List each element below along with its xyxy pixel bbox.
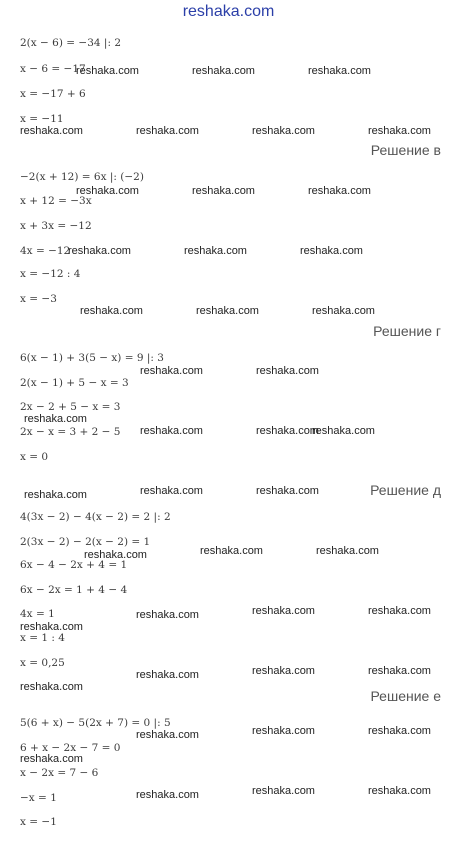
- equation-line: x = −1: [20, 816, 57, 828]
- equation-line: 2x − 2 + 5 − x = 3: [20, 401, 121, 413]
- equation-line: x = −17 + 6: [20, 88, 86, 100]
- watermark-text: reshaka.com: [136, 789, 199, 801]
- equation-line: 4(3x − 2) − 4(x − 2) = 2 |: 2: [20, 511, 171, 523]
- watermark-text: reshaka.com: [136, 729, 199, 741]
- watermark-text: reshaka.com: [140, 365, 203, 377]
- watermark-text: reshaka.com: [368, 665, 431, 677]
- equation-line: x − 2x = 7 − 6: [20, 767, 99, 779]
- watermark-text: reshaka.com: [200, 545, 263, 557]
- watermark-text: reshaka.com: [192, 185, 255, 197]
- equation-line: 4x = 1: [20, 608, 55, 620]
- watermark-text: reshaka.com: [76, 65, 139, 77]
- equation-line: 2(3x − 2) − 2(x − 2) = 1: [20, 536, 151, 548]
- equation-line: 5(6 + x) − 5(2x + 7) = 0 |: 5: [20, 717, 171, 729]
- watermark-text: reshaka.com: [316, 545, 379, 557]
- equation-line: x = 1 : 4: [20, 632, 65, 644]
- equation-line: −2(x + 12) = 6x |: (−2): [20, 171, 144, 183]
- watermark-text: reshaka.com: [312, 305, 375, 317]
- watermark-text: reshaka.com: [368, 125, 431, 137]
- watermark-text: reshaka.com: [252, 665, 315, 677]
- equation-line: 2(x − 6) = −34 |: 2: [20, 37, 122, 49]
- watermark-text: reshaka.com: [80, 305, 143, 317]
- equation-line: x = 0,25: [20, 657, 65, 669]
- watermark-text: reshaka.com: [136, 609, 199, 621]
- watermark-text: reshaka.com: [196, 305, 259, 317]
- equation-line: 2x − x = 3 + 2 − 5: [20, 426, 121, 438]
- watermark-text: reshaka.com: [252, 605, 315, 617]
- equation-line: 6(x − 1) + 3(5 − x) = 9 |: 3: [20, 352, 164, 364]
- watermark-text: reshaka.com: [140, 485, 203, 497]
- watermark-text: reshaka.com: [20, 753, 83, 765]
- watermark-text: reshaka.com: [76, 185, 139, 197]
- watermark-text: reshaka.com: [136, 125, 199, 137]
- site-title[interactable]: reshaka.com: [182, 3, 275, 20]
- watermark-text: reshaka.com: [140, 425, 203, 437]
- equation-line: 6x − 4 − 2x + 4 = 1: [20, 559, 128, 571]
- watermark-text: reshaka.com: [252, 725, 315, 737]
- solution-header: Решение д: [370, 482, 441, 498]
- equation-line: x = −11: [20, 113, 64, 125]
- watermark-text: reshaka.com: [256, 365, 319, 377]
- watermark-text: reshaka.com: [252, 125, 315, 137]
- equation-line: 6 + x − 2x − 7 = 0: [20, 742, 121, 754]
- watermark-text: reshaka.com: [68, 245, 131, 257]
- equation-line: x − 6 = −17: [20, 63, 86, 75]
- watermark-text: reshaka.com: [308, 65, 371, 77]
- equation-line: x = −3: [20, 293, 57, 305]
- watermark-text: reshaka.com: [300, 245, 363, 257]
- watermark-text: reshaka.com: [256, 485, 319, 497]
- equation-line: 6x − 2x = 1 + 4 − 4: [20, 584, 128, 596]
- solution-header: Решение в: [370, 142, 441, 158]
- equation-line: 4x = −12: [20, 245, 71, 257]
- watermark-text: reshaka.com: [84, 549, 147, 561]
- solution-header: Решение е: [370, 688, 441, 704]
- watermark-text: reshaka.com: [368, 605, 431, 617]
- equation-line: −x = 1: [20, 792, 57, 804]
- watermark-text: reshaka.com: [20, 621, 83, 633]
- equation-line: x = 0: [20, 451, 49, 463]
- watermark-text: reshaka.com: [256, 425, 319, 437]
- watermark-text: reshaka.com: [368, 725, 431, 737]
- watermark-text: reshaka.com: [368, 785, 431, 797]
- watermark-text: reshaka.com: [312, 425, 375, 437]
- watermark-text: reshaka.com: [20, 125, 83, 137]
- watermark-text: reshaka.com: [24, 489, 87, 501]
- watermark-text: reshaka.com: [24, 413, 87, 425]
- equation-line: x = −12 : 4: [20, 268, 81, 280]
- equation-line: x + 12 = −3x: [20, 195, 92, 207]
- watermark-text: reshaka.com: [136, 669, 199, 681]
- watermark-text: reshaka.com: [192, 65, 255, 77]
- equation-line: x + 3x = −12: [20, 220, 92, 232]
- watermark-text: reshaka.com: [184, 245, 247, 257]
- equation-line: 2(x − 1) + 5 − x = 3: [20, 377, 129, 389]
- solution-header: Решение г: [373, 323, 441, 339]
- watermark-text: reshaka.com: [252, 785, 315, 797]
- watermark-text: reshaka.com: [308, 185, 371, 197]
- watermark-text: reshaka.com: [20, 681, 83, 693]
